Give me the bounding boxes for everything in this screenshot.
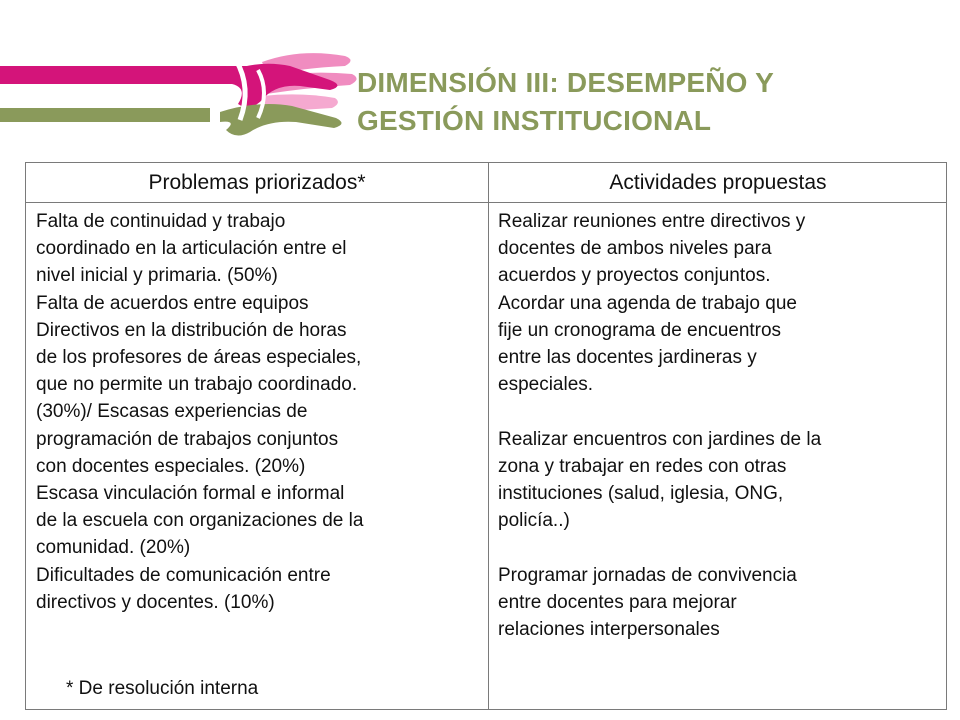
problem-line: coordinado en la articulación entre el	[36, 238, 347, 260]
title-line-1: DIMENSIÓN III: DESEMPEÑO Y	[357, 67, 774, 98]
activity-line: instituciones (salud, iglesia, ONG,	[498, 483, 784, 505]
footnote: * De resolución interna	[66, 678, 259, 699]
priorities-table	[25, 162, 947, 710]
problem-line: Dificultades de comunicación entre	[36, 564, 331, 586]
olive-hand	[220, 104, 342, 136]
header-problems: Problemas priorizados*	[148, 171, 366, 194]
problem-line: de la escuela con organizaciones de la	[36, 510, 364, 532]
spacer	[498, 398, 821, 425]
problem-line: que no permite un trabajo coordinado.	[36, 374, 358, 396]
magenta-stripe	[0, 66, 250, 84]
problem-line: nivel inicial y primaria. (50%)	[36, 265, 278, 287]
problem-line: Directivos en la distribución de horas	[36, 319, 347, 341]
activities-column	[498, 208, 821, 643]
problem-line: con docentes especiales. (20%)	[36, 455, 306, 477]
page-title	[357, 64, 774, 140]
problem-line: de los profesores de áreas especiales,	[36, 347, 362, 369]
problems-column	[36, 208, 363, 616]
table-header-row	[26, 163, 946, 203]
activity-line: docentes de ambos niveles para	[498, 238, 772, 260]
problem-line: programación de trabajos conjuntos	[36, 428, 339, 450]
activity-line: policía..)	[498, 510, 570, 532]
activity-line: Realizar encuentros con jardines de la	[498, 428, 822, 450]
activity-line: Acordar una agenda de trabajo que	[498, 292, 797, 314]
activity-line: especiales.	[498, 374, 594, 396]
problem-line: Falta de acuerdos entre equipos	[36, 292, 309, 314]
olive-stripe	[0, 108, 210, 122]
activity-line: zona y trabajar en redes con otras	[498, 455, 787, 477]
problem-line: comunidad. (20%)	[36, 537, 191, 559]
activity-line: fije un cronograma de encuentros	[498, 319, 782, 341]
spacer	[498, 534, 821, 561]
column-divider	[488, 163, 489, 709]
problem-line: directivos y docentes. (10%)	[36, 591, 275, 613]
problem-line: Falta de continuidad y trabajo	[36, 211, 286, 232]
activity-line: entre las docentes jardineras y	[498, 347, 757, 369]
problem-line: Escasa vinculación formal e informal	[36, 483, 345, 505]
activity-line: Realizar reuniones entre directivos y	[498, 211, 806, 232]
activity-line: relaciones interpersonales	[498, 619, 720, 641]
title-line-2: GESTIÓN INSTITUCIONAL	[357, 105, 712, 136]
header-activities: Actividades propuestas	[609, 171, 827, 194]
activity-line: entre docentes para mejorar	[498, 591, 737, 613]
hands-stripes-decoration	[0, 0, 380, 160]
activity-line: Programar jornadas de convivencia	[498, 564, 797, 586]
problem-line: (30%)/ Escasas experiencias de	[36, 401, 308, 423]
activity-line: acuerdos y proyectos conjuntos.	[498, 265, 771, 287]
